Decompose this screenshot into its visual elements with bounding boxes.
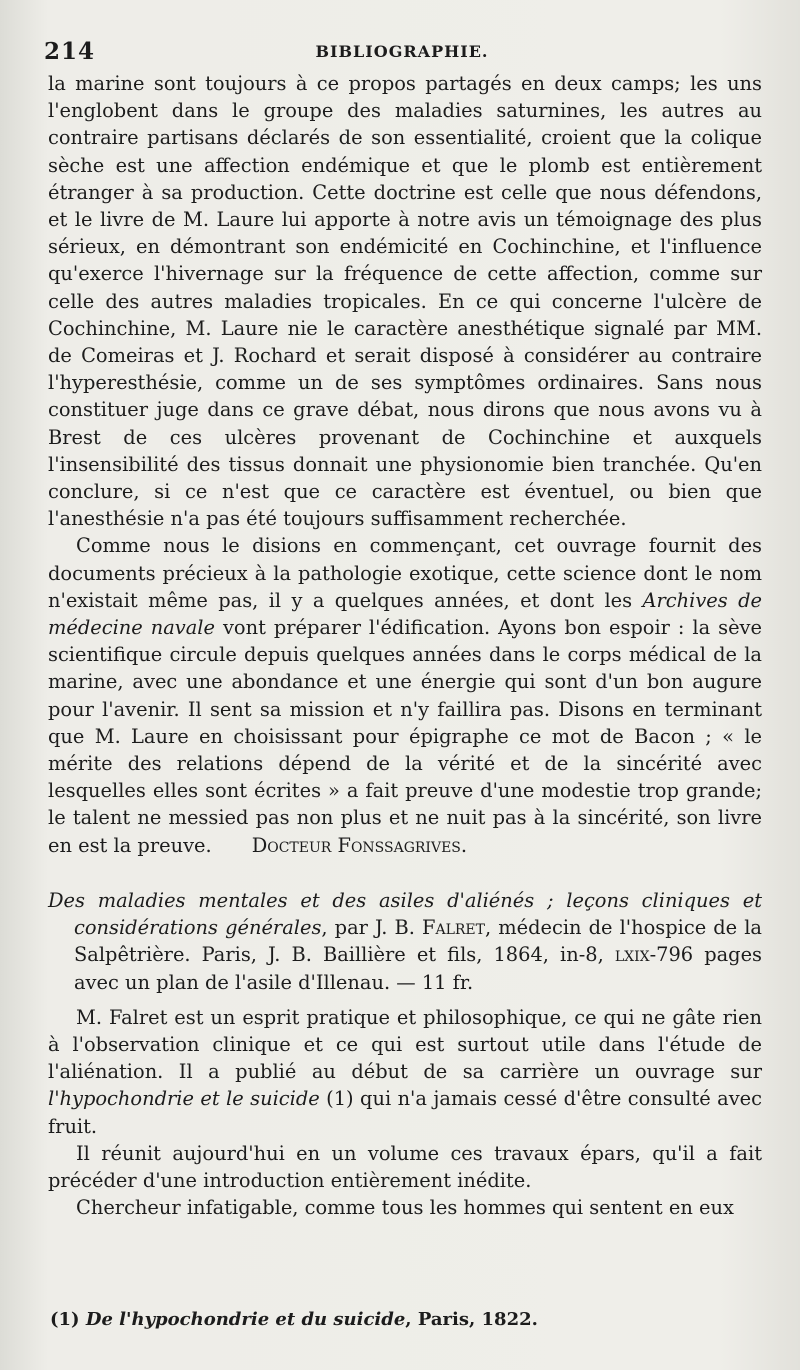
author-name: Falret <box>422 916 485 940</box>
book-notice <box>48 887 762 996</box>
review-paragraph <box>48 1004 762 1140</box>
review-paragraph: la marine sont toujours à ce propos partagés en deux camps; les uns l'englobent dans le groupe des maladies saturnines, les autres au contraire partisans déclarés de son essentialité, croient que la colique sèche est une affection endémique et que le plomb est entièrement étranger à sa production. Cette doctrine est celle que nous défendons, et le livre de M. Laure lui apporte à notre avis un témoignage des plus sérieux, en démontrant son endémicité en Cochinchine, et l'influence qu'exerce l'hivernage sur la fréquence de cette affection, comme sur celle des autres maladies tropicales. En ce qui concerne l'ulcère de Cochinchine, M. Laure nie le caractère anesthétique signalé par MM. de Comeiras et J. Rochard et serait disposé à considérer au contraire l'hyperesthésie, comme un de ses symptômes ordinaires. Sans nous constituer juge dans ce grave débat, nous dirons que nous avons vu à Brest de ces ulcères provenant de Cochinchine et auxquels l'insensibilité des tissus donnait une physionomie bien tranchée. Qu'en conclure, si ce n'est que ce caractère est éventuel, ou bien que l'anesthésie n'a pas été toujours suffisamment recherchée. <box>48 72 762 531</box>
footnote-title: De l'hypochondrie et du suicide <box>85 1309 406 1330</box>
cited-title: l'hypochondrie et le suicide <box>48 1087 320 1111</box>
page-number: 214 <box>44 38 96 65</box>
book-title: Des maladies mentales et des asiles d'aliénés ; leçons cliniques et considérations générales <box>48 888 762 940</box>
page-header <box>44 36 760 70</box>
signature: Docteur Fonssagrives. <box>251 833 468 857</box>
text-run: M. Falret est un esprit pratique et philosophique, ce qui ne gâte rien à l'observation clinique et ce qui est surtout utile dans l'étude de l'aliénation. Il a publié au début de sa carrière un ouvrage sur <box>48 1005 762 1084</box>
review-falret <box>48 1004 762 1222</box>
text-run: , médecin de l'hospice de la Salpêtrière. Paris, J. B. Baillière et fils, 1864, in-8, <box>74 916 762 967</box>
text-run: -796 pages avec un plan de l'asile d'Illenau. — 11 fr. <box>74 943 763 994</box>
footnote <box>50 1308 764 1332</box>
review-paragraph <box>48 532 762 858</box>
review-paragraph: Chercheur infatigable, comme tous les hommes qui sentent en eux <box>76 1196 734 1220</box>
review-paragraph: Il réunit aujourd'hui en un volume ces travaux épars, qu'il a fait précéder d'une introduction entièrement inédite. <box>48 1141 762 1192</box>
text-run: (1) qui n'a jamais cessé d'être consulté avec fruit. <box>48 1087 762 1138</box>
page-count: lxix <box>614 943 650 967</box>
body-text <box>48 70 762 1221</box>
footnote-rest: , Paris, 1822. <box>405 1309 538 1330</box>
text-run: vont préparer l'édification. Ayons bon espoir : la sève scientifique circule depuis quelques années dans le corps médical de la marine, avec une abondance et une énergie qui sont d'un bon augure pour l'avenir. Il sent sa mission et n'y faillira pas. Disons en terminant que M. Laure en choisissant pour épigraphe ce mot de Bacon ; « le mérite des relations dépend de la vérité et de la sincérité avec lesquelles elles sont écrites » a fait preuve d'une modestie trop grande; le talent ne messied pas non plus et ne nuit pas à la sincérité, son livre en est la preuve. <box>48 616 762 857</box>
text-run: , par J. B. <box>321 916 422 940</box>
text-run: Comme nous le disions en commençant, cet ouvrage fournit des documents précieux à la pathologie exotique, cette science dont le nom n'existait même pas, il y a quelques années, et dont les <box>48 534 762 612</box>
footnote-marker: (1) <box>50 1309 86 1330</box>
running-title: BIBLIOGRAPHIE. <box>315 42 489 61</box>
journal-title: Archives de médecine navale <box>48 588 762 640</box>
footnote-rule <box>48 1290 208 1291</box>
